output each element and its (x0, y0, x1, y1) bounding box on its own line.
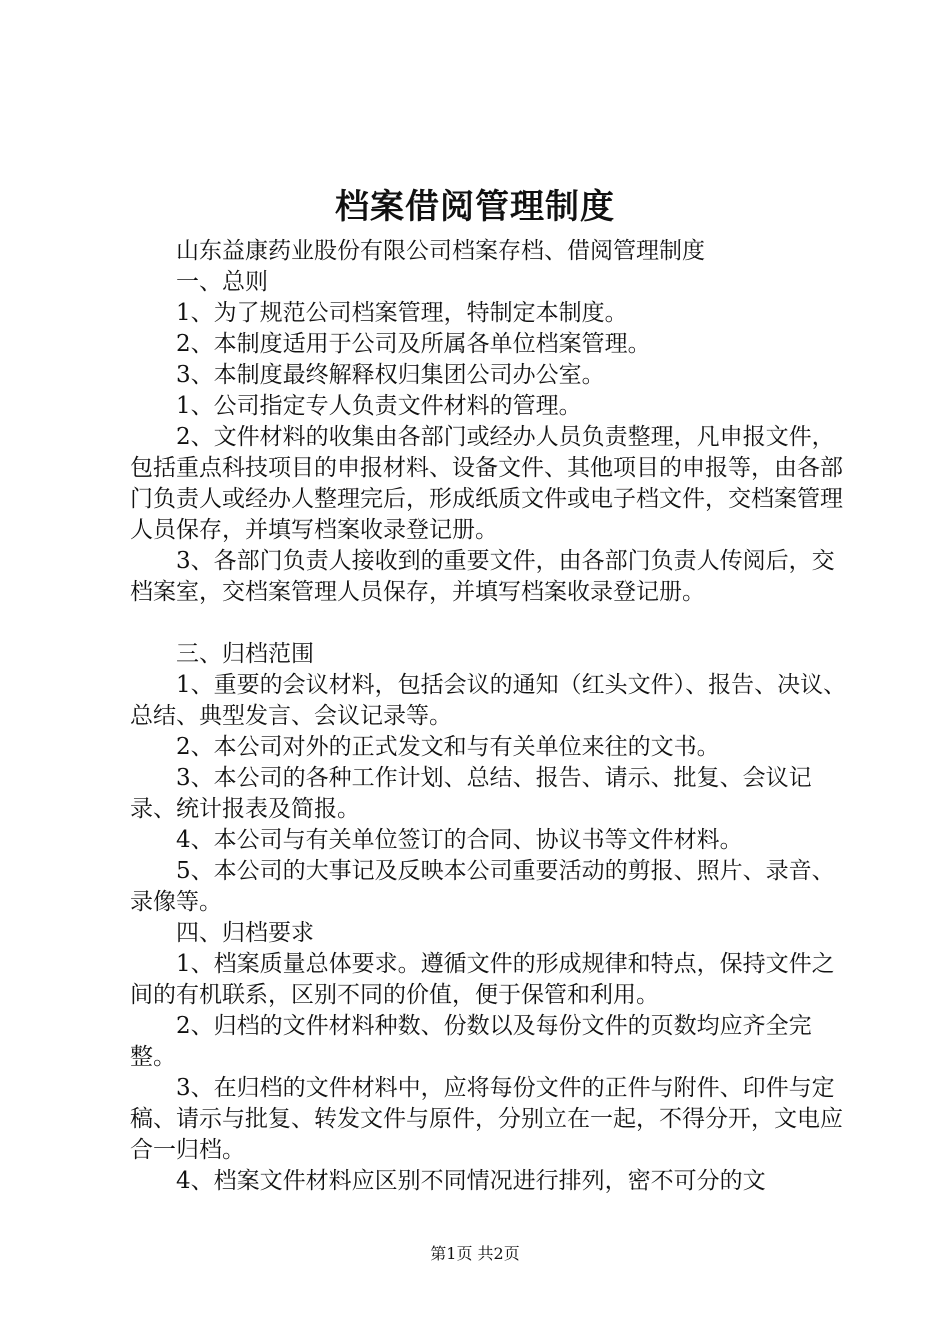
paragraph: 4、档案文件材料应区别不同情况进行排列，密不可分的文 (176, 1168, 766, 1194)
paragraph: 4、本公司与有关单位签订的合同、协议书等文件材料。 (176, 827, 743, 853)
paragraph: 3、本公司的各种工作计划、总结、报告、请示、批复、会议记录、统计报表及简报。 (130, 765, 812, 822)
page-footer: 第1页 共2页 (430, 1244, 520, 1263)
paragraph: 1、档案质量总体要求。遵循文件的形成规律和特点，保持文件之间的有机联系，区别不同的价值，便于保管和利用。 (130, 951, 835, 1008)
paragraph: 2、本公司对外的正式发文和与有关单位来往的文书。 (176, 734, 720, 760)
section-heading-archive-requirements: 四、归档要求 (176, 920, 314, 946)
paragraph: 1、为了规范公司档案管理，特制定本制度。 (176, 300, 628, 326)
paragraph: 3、本制度最终解释权归集团公司办公室。 (176, 362, 605, 388)
blank-line (130, 608, 848, 639)
paragraph: 1、重要的会议材料，包括会议的通知（红头文件）、报告、决议、总结、典型发言、会议记录等。 (130, 672, 847, 729)
paragraph: 2、本制度适用于公司及所属各单位档案管理。 (176, 331, 651, 357)
paragraph: 5、本公司的大事记及反映本公司重要活动的剪报、照片、录音、录像等。 (130, 858, 835, 915)
document-body (130, 236, 848, 1197)
paragraph-company-heading: 山东益康药业股份有限公司档案存档、借阅管理制度 (176, 238, 705, 264)
paragraph: 2、归档的文件材料种数、份数以及每份文件的页数均应齐全完整。 (130, 1013, 812, 1070)
paragraph: 3、各部门负责人接收到的重要文件，由各部门负责人传阅后，交档案室，交档案管理人员保存，并填写档案收录登记册。 (130, 548, 835, 605)
paragraph: 3、在归档的文件材料中，应将每份文件的正件与附件、印件与定稿、请示与批复、转发文件与原件，分别立在一起，不得分开，文电应合一归档。 (130, 1075, 843, 1163)
paragraph: 2、文件材料的收集由各部门或经办人员负责整理，凡申报文件，包括重点科技项目的申报材料、设备文件、其他项目的申报等，由各部门负责人或经办人整理完后，形成纸质文件或电子档文件，交档案管理人员保存，并填写档案收录登记册。 (130, 424, 843, 543)
document-title: 档案借阅管理制度 (335, 187, 615, 227)
section-heading-archive-scope: 三、归档范围 (176, 641, 314, 667)
section-heading-general: 一、总则 (176, 269, 268, 295)
paragraph: 1、公司指定专人负责文件材料的管理。 (176, 393, 582, 419)
